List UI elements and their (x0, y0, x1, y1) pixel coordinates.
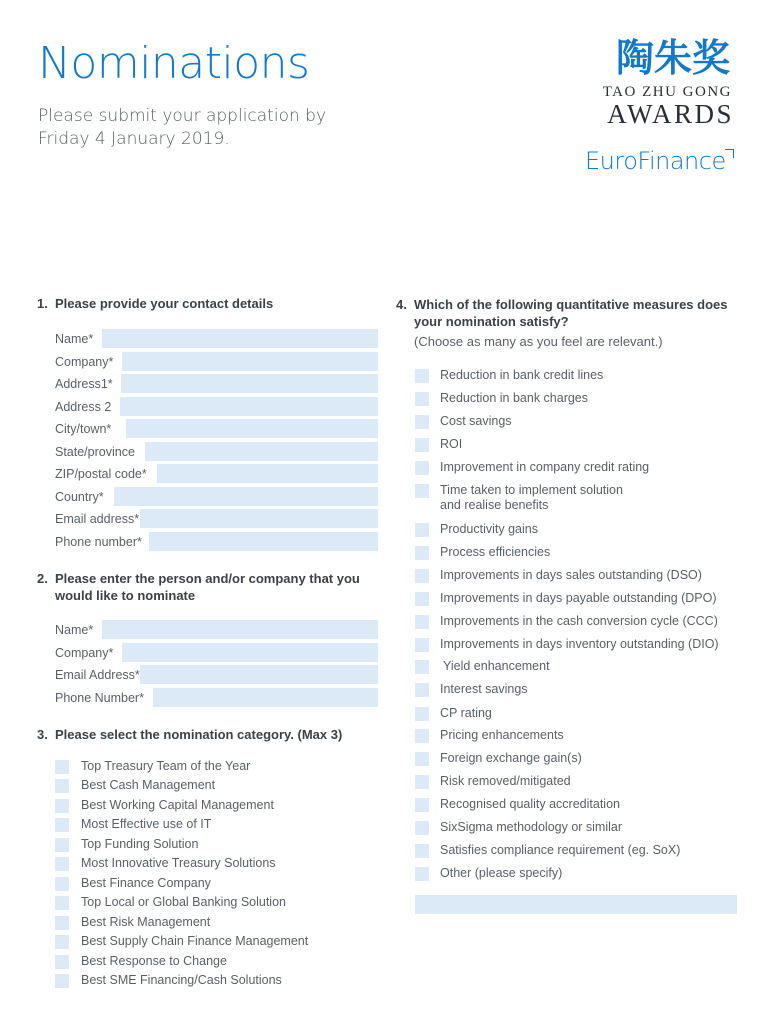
q1-zip-input[interactable] (157, 464, 378, 483)
q1-name-input[interactable] (102, 329, 378, 348)
q1-label-country: Country* (55, 490, 104, 504)
q1-state-input[interactable] (145, 442, 378, 461)
checkbox[interactable] (415, 775, 429, 789)
q1-number: 1. (37, 296, 48, 311)
q4-option-label: SixSigma methodology or similar (440, 820, 623, 834)
q4-option-label: Yield enhancement (443, 659, 550, 673)
q1-company-input[interactable] (122, 352, 378, 371)
q4-option-label: Productivity gains (440, 522, 538, 536)
checkbox[interactable] (415, 615, 429, 629)
checkbox[interactable] (55, 896, 69, 910)
checkbox[interactable] (415, 729, 429, 743)
q4-option-label: Cost savings (440, 414, 512, 428)
eurofinance-corner-mark (725, 149, 734, 158)
q4-option-label: CP rating (440, 706, 492, 720)
checkbox[interactable] (415, 569, 429, 583)
q3-text: Please select the nomination category. (Max 3) (55, 727, 343, 742)
q2-label-phone: Phone Number* (55, 691, 144, 705)
q4-option-label: Pricing enhancements (440, 728, 564, 742)
q4-text-line2: your nomination satisfy? (414, 314, 569, 329)
q4-option-label: Recognised quality accreditation (440, 797, 620, 811)
checkbox[interactable] (55, 877, 69, 891)
q2-number: 2. (37, 571, 48, 586)
q3-option-label: Top Local or Global Banking Solution (81, 895, 286, 909)
q3-option-label: Best Risk Management (81, 915, 211, 929)
q1-country-input[interactable] (114, 487, 378, 506)
q1-label-company: Company* (55, 355, 114, 369)
checkbox[interactable] (415, 707, 429, 721)
checkbox[interactable] (55, 838, 69, 852)
q1-address2-input[interactable] (120, 397, 378, 416)
q4-text-line1: Which of the following quantitative measures does (414, 297, 728, 312)
q1-label-address1: Address1* (55, 377, 113, 391)
checkbox[interactable] (415, 484, 429, 498)
checkbox[interactable] (55, 760, 69, 774)
q4-option-label: Improvements in days payable outstanding (DPO) (440, 591, 717, 605)
q2-company-input[interactable] (122, 643, 378, 662)
q3-option-label: Best Supply Chain Finance Management (81, 934, 309, 948)
q4-other-specify-input[interactable] (415, 895, 737, 914)
q1-text: Please provide your contact details (55, 296, 274, 311)
checkbox[interactable] (55, 916, 69, 930)
checkbox[interactable] (415, 461, 429, 475)
q4-option-label: Satisfies compliance requirement (eg. SoX) (440, 843, 681, 857)
q1-label-address2: Address 2 (55, 400, 112, 414)
q4-option-label: Improvements in days sales outstanding (DSO) (440, 568, 702, 582)
checkbox[interactable] (415, 867, 429, 881)
q2-phone-input[interactable] (153, 688, 378, 707)
q1-label-city: City/town* (55, 422, 112, 436)
q4-option-label: Improvements in the cash conversion cycle (CCC) (440, 614, 718, 628)
q3-option-label: Best SME Financing/Cash Solutions (81, 973, 282, 987)
q4-option-label: Time taken to implement solution (440, 483, 623, 497)
page-subtitle: Please submit your application by Friday 4 January 2019. (38, 106, 327, 149)
checkbox[interactable] (415, 660, 429, 674)
q4-option-label: Risk removed/mitigated (440, 774, 571, 788)
checkbox[interactable] (55, 857, 69, 871)
q1-heading (37, 295, 377, 315)
q4-option-label: Foreign exchange gain(s) (440, 751, 582, 765)
tao-zhu-gong-awards-logo (580, 36, 740, 127)
q1-email-input[interactable] (140, 509, 378, 528)
checkbox[interactable] (55, 799, 69, 813)
q4-option-label: Interest savings (440, 682, 528, 696)
checkbox[interactable] (55, 935, 69, 949)
checkbox[interactable] (415, 752, 429, 766)
checkbox[interactable] (415, 415, 429, 429)
q4-note: (Choose as many as you feel are relevant.) (414, 334, 663, 349)
q1-label-name: Name* (55, 332, 94, 346)
q4-option-label: Reduction in bank credit lines (440, 368, 604, 382)
q2-label-email: Email Address* (55, 668, 140, 682)
checkbox[interactable] (415, 638, 429, 652)
q4-option-label: ROI (440, 437, 463, 451)
q2-name-input[interactable] (102, 620, 378, 639)
checkbox[interactable] (55, 955, 69, 969)
checkbox[interactable] (55, 974, 69, 988)
logo-cjk-text: 陶朱奖 (615, 36, 730, 80)
q3-option-label: Top Treasury Team of the Year (81, 759, 251, 773)
eurofinance-logo: EuroFinance (585, 147, 726, 175)
checkbox[interactable] (415, 392, 429, 406)
q4-option-label: Reduction in bank charges (440, 391, 589, 405)
q3-option-label: Best Working Capital Management (81, 798, 274, 812)
checkbox[interactable] (415, 844, 429, 858)
q4-option-label: Improvement in company credit rating (440, 460, 650, 474)
q3-option-label: Best Response to Change (81, 954, 227, 968)
q4-option-label-cont: and realise benefits (440, 498, 549, 512)
q2-label-company: Company* (55, 646, 114, 660)
q3-option-label: Best Cash Management (81, 778, 216, 792)
q3-heading (37, 726, 377, 746)
q1-phone-input[interactable] (149, 532, 378, 551)
q1-city-input[interactable] (126, 419, 378, 438)
checkbox[interactable] (55, 818, 69, 832)
q3-option-label: Most Effective use of IT (81, 817, 212, 831)
q4-number: 4. (396, 297, 407, 312)
q3-option-label: Most Innovative Treasury Solutions (81, 856, 276, 870)
checkbox[interactable] (415, 592, 429, 606)
q3-option-label: Best Finance Company (81, 876, 211, 890)
logo-line2: AWARDS (607, 99, 734, 129)
q1-label-state: State/province (55, 445, 135, 459)
q3-option-label: Top Funding Solution (81, 837, 199, 851)
q1-label-phone: Phone number* (55, 535, 142, 549)
checkbox[interactable] (415, 438, 429, 452)
q4-heading (396, 296, 746, 332)
q1-label-zip: ZIP/postal code* (55, 467, 147, 481)
checkbox[interactable] (55, 779, 69, 793)
q2-text-line2: would like to nominate (55, 588, 196, 603)
q4-option-label: Improvements in days inventory outstanding (DIO) (440, 637, 719, 651)
q2-label-name: Name* (55, 623, 94, 637)
logo-line1: TAO ZHU GONG (602, 84, 732, 100)
q1-address1-input[interactable] (121, 374, 378, 393)
checkbox[interactable] (415, 369, 429, 383)
page-title: Nominations (38, 38, 310, 89)
q2-email-input[interactable] (140, 665, 378, 684)
q2-text-line1: Please enter the person and/or company that you (55, 571, 360, 586)
q3-number: 3. (37, 727, 48, 742)
q1-label-email: Email address* (55, 512, 140, 526)
checkbox[interactable] (415, 798, 429, 812)
q4-option-label: Process efficiencies (440, 545, 551, 559)
q2-heading (37, 570, 377, 606)
checkbox[interactable] (415, 546, 429, 560)
checkbox[interactable] (415, 523, 429, 537)
checkbox[interactable] (415, 821, 429, 835)
checkbox[interactable] (415, 683, 429, 697)
q4-option-label: Other (please specify) (440, 866, 563, 880)
